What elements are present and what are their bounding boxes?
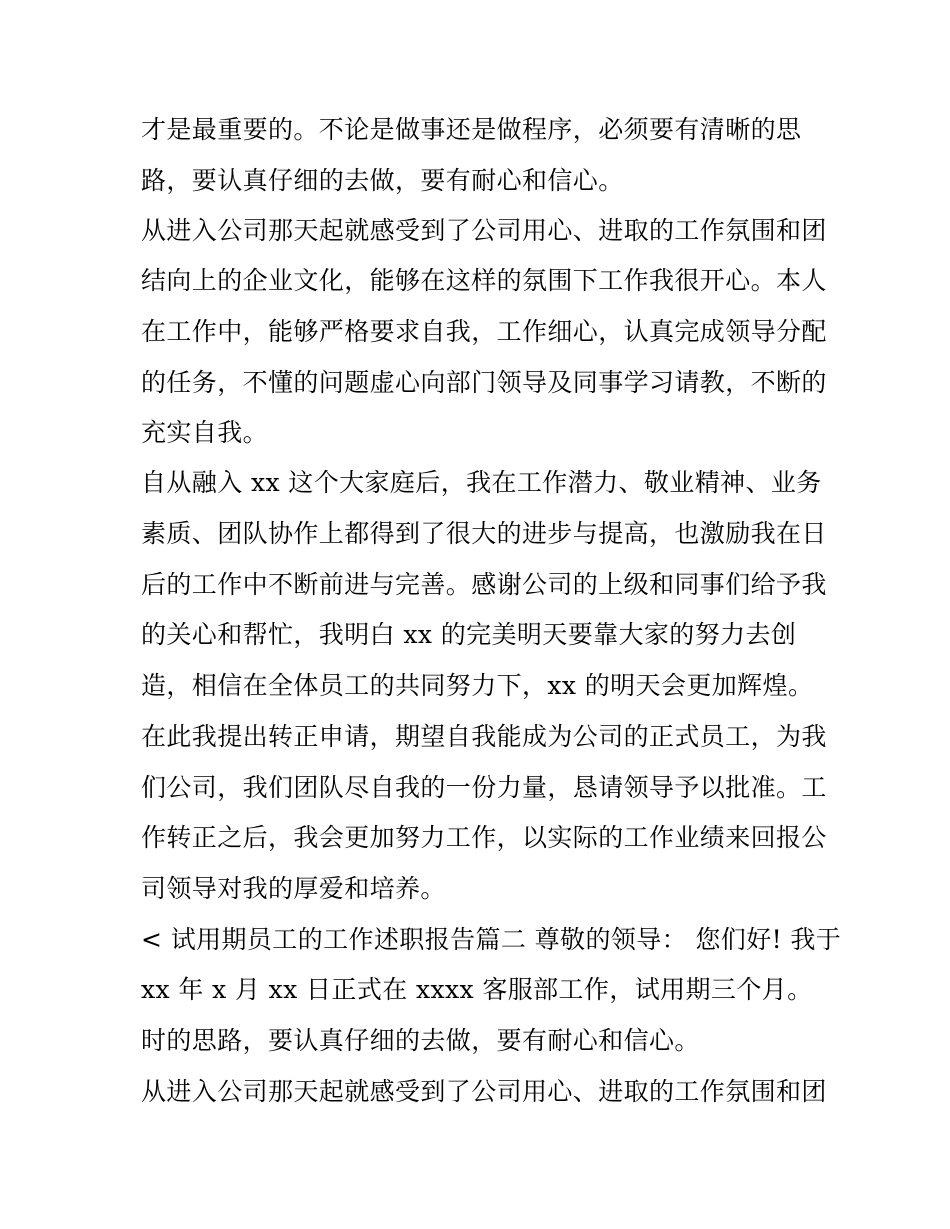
text-line: 司领导对我的厚爱和培养。	[141, 874, 446, 903]
text-line: 时的思路，要认真仔细的去做，要有耐心和信心。	[141, 1026, 700, 1055]
text-line: 从进入公司那天起就感受到了公司用心、进取的工作氛围和团	[141, 216, 827, 245]
text-line: 素质、团队协作上都得到了很大的进步与提高，也激励我在日	[141, 519, 827, 548]
text-line: 在工作中，能够严格要求自我，工作细心，认真完成领导分配	[141, 317, 827, 346]
text-line: 造，相信在全体员工的共同努力下，xx 的明天会更加辉煌。	[141, 671, 814, 700]
text-line: 在此我提出转正申请，期望自我能成为公司的正式员工，为我	[141, 722, 827, 751]
text-line: 从进入公司那天起就感受到了公司用心、进取的工作氛围和团	[141, 1077, 827, 1106]
text-line: 的任务，不懂的问题虚心向部门领导及同事学习请教，不断的	[141, 368, 827, 397]
text-line: 后的工作中不断前进与完善。感谢公司的上级和同事们给予我	[141, 570, 827, 599]
text-line: 自从融入 xx 这个大家庭后，我在工作潜力、敬业精神、业务	[141, 468, 822, 497]
text-line: < 试用期员工的工作述职报告篇二 尊敬的领导： 您们好! 我于	[141, 925, 842, 954]
text-line: 们公司，我们团队尽自我的一份力量，恳请领导予以批准。工	[141, 773, 827, 802]
text-line: 的关心和帮忙，我明白 xx 的完美明天要靠大家的努力去创	[141, 620, 797, 649]
text-line: 才是最重要的。不论是做事还是做程序，必须要有清晰的思	[141, 115, 802, 144]
text-line: 路，要认真仔细的去做，要有耐心和信心。	[141, 166, 624, 195]
text-line: xx 年 x 月 xx 日正式在 xxxx 客服部工作，试用期三个月。	[141, 975, 813, 1004]
text-line: 充实自我。	[141, 418, 269, 447]
text-line: 作转正之后，我会更加努力工作，以实际的工作业绩来回报公	[141, 823, 827, 852]
text-line: 结向上的企业文化，能够在这样的氛围下工作我很开心。本人	[141, 266, 827, 295]
